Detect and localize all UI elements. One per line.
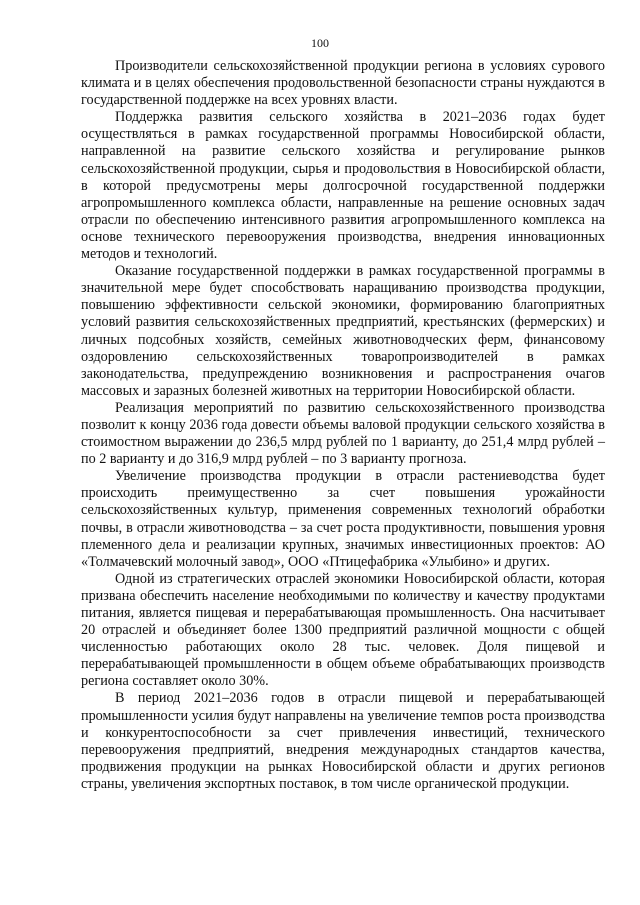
paragraph-state-program: Поддержка развития сельского хозяйства в 2021–2036 годах будет осуществляться в рамках государственной программы Новосибирской области, направленной на развитие сельского хозяйства и регулирование рынков сельскохозяйственной продукции, сырья и продовольствия в Новосибирской области, в которой предусмотрены меры долгосрочной государственной поддержки агропромышленного комплекса области, направленные на решение основных задач отрасли по обеспечению интенсивного развития агропромышленного комплекса на основе технического перевооружения производства, внедрения инновационных методов и технологий. <box>81 109 605 263</box>
paragraph-support-effects: Оказание государственной поддержки в рамках государственной программы в значительной мере будет способствовать наращиванию производства продукции, повышению эффективности сельской экономики, формированию благоприятных условий развития сельскохозяйственных предприятий, крестьянских (фермерских) и личных подсобных хозяйств, семейных животноводческих ферм, финансовому оздоровлению сельскохозяйственных товаропроизводителей в рамках законодательства, предупреждению возникновения и распространения очагов массовых и заразных болезней животных на территории Новосибирской области. <box>81 263 605 399</box>
paragraph-food-industry-plans: В период 2021–2036 годов в отрасли пищевой и перерабатывающей промышленности усилия будут направлены на увеличение темпов роста производства и конкурентоспособности за счет привлечения инвестиций, технического перевооружения предприятий, внедрения международных стандартов качества, продвижения продукции на рынках Новосибирской области и других регионов страны, увеличения экспортных поставок, в том числе органической продукции. <box>81 690 605 792</box>
paragraph-producers-support: Производители сельскохозяйственной продукции региона в условиях сурового климата и в целях обеспечения продовольственной безопасности страны нуждаются в государственной поддержке на всех уровнях власти. <box>81 58 605 109</box>
paragraph-crop-livestock-growth: Увеличение производства продукции в отрасли растениеводства будет происходить преимущественно за счет повышения урожайности сельскохозяйственных культур, применения современных технологий обработки почвы, в отрасли животноводства – за счет роста продуктивности, повышения уровня племенного дела и реализации крупных, значимых инвестиционных проектов: АО «Толмачевский молочный завод», ООО «Птицефабрика «Улыбино» и других. <box>81 468 605 570</box>
paragraph-production-forecast: Реализация мероприятий по развитию сельскохозяйственного производства позволит к концу 2036 года довести объемы валовой продукции сельского хозяйства в стоимостном выражении до 236,5 млрд рублей по 1 варианту, до 251,4 млрд рублей – по 2 варианту и до 316,9 млрд рублей – по 3 варианту прогноза. <box>81 399 605 468</box>
document-body <box>81 58 605 793</box>
page-number: 100 <box>311 36 329 50</box>
paragraph-food-industry: Одной из стратегических отраслей экономики Новосибирской области, которая призвана обеспечить население необходимыми по количеству и качеству продуктами питания, является пищевая и перерабатывающая промышленность. Она насчитывает 20 отраслей и объединяет более 1300 предприятий различной мощности с общей численностью работающих около 28 тыс. человек. Доля пищевой и перерабатывающей промышленности в общем объеме обрабатывающих производств региона составляет около 30%. <box>81 570 605 690</box>
